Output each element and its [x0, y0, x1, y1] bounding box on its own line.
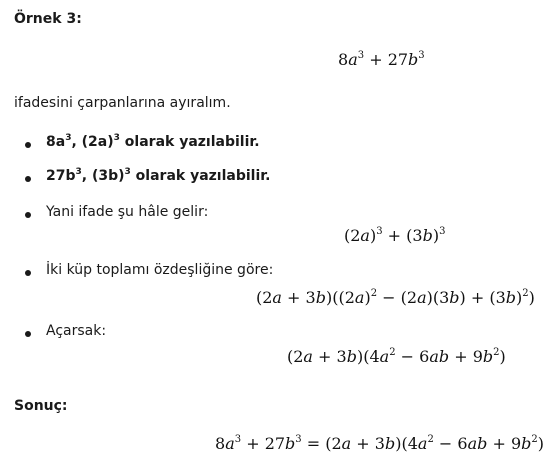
- intro-text: ifadesini çarpanlarına ayıralım.: [14, 95, 231, 111]
- identity-expression: $(2a + 3b)((2a)^2 - (2a)(3b) + (3b)^2)$: [256, 288, 535, 307]
- bullet-1-text: $8a^3$, $(2a)^3$ olarak yazılabilir.: [46, 133, 260, 150]
- bullet-dot: [25, 176, 31, 182]
- bullet-4-text: İki küp toplamı özdeşliğine göre:: [46, 262, 274, 278]
- bullet-3-text: Yani ifade şu hâle gelir:: [46, 204, 209, 220]
- example-heading: Örnek 3:: [14, 11, 82, 27]
- cube-form-expression: $(2a)^3 + (3b)^3$: [344, 226, 446, 245]
- main-expression: $8a^3 + 27b^3$: [338, 50, 425, 69]
- bullet-dot: [25, 212, 31, 218]
- bullet-5-text: Açarsak:: [46, 323, 107, 339]
- conclusion-heading: Sonuç:: [14, 398, 68, 414]
- final-result-expression: $8a^3 + 27b^3 = (2a + 3b)(4a^2 - 6ab + 9b^2)$: [215, 434, 545, 453]
- bullet-dot: [25, 270, 31, 276]
- bullet-2-text: $27b^3$, $(3b)^3$ olarak yazılabilir.: [46, 167, 271, 184]
- bullet-dot: [25, 142, 31, 148]
- bullet-dot: [25, 331, 31, 337]
- expanded-expression: $(2a + 3b)(4a^2 - 6ab + 9b^2)$: [287, 347, 506, 366]
